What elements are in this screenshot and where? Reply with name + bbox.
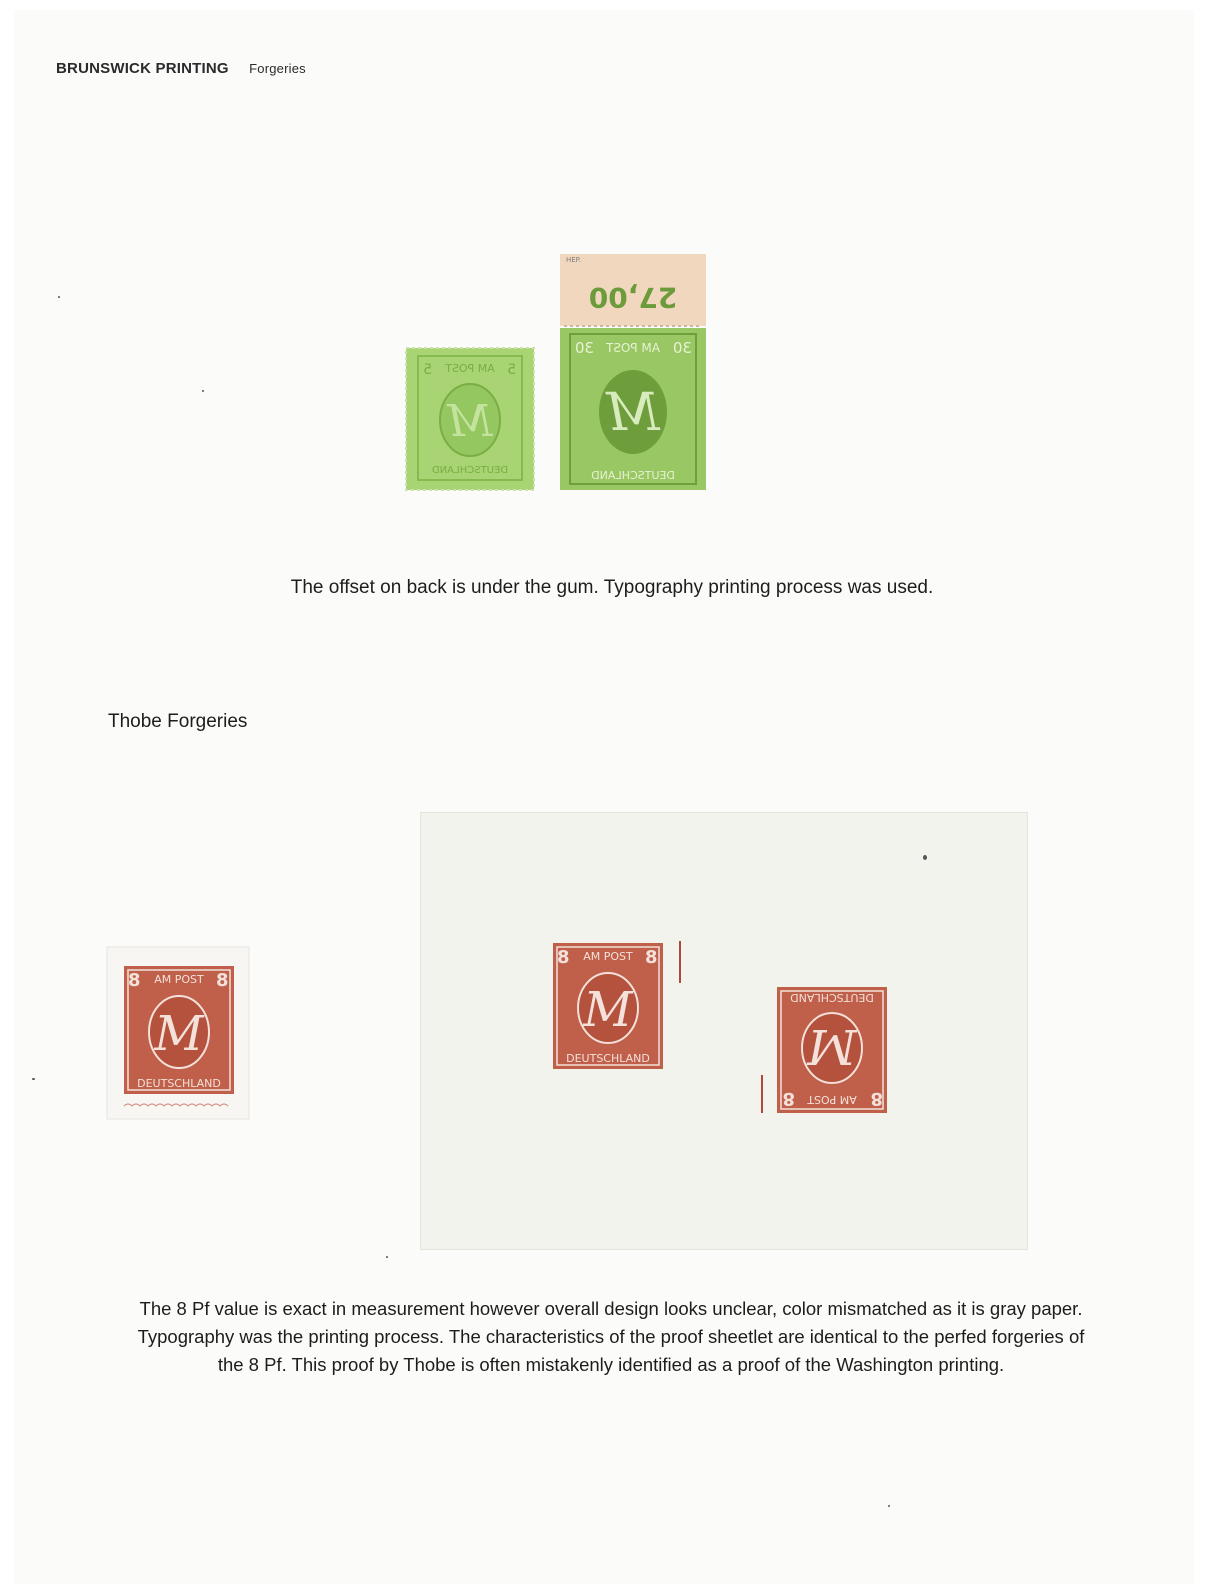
svg-text:M: M	[154, 1006, 204, 1062]
svg-text:8: 8	[557, 947, 570, 968]
svg-text:AM POST: AM POST	[445, 362, 495, 375]
svg-text:8: 8	[870, 1088, 883, 1109]
svg-text:AM POST: AM POST	[605, 341, 661, 355]
speck	[923, 855, 927, 860]
svg-text:27,00: 27,00	[588, 281, 678, 314]
proof-rule-mark	[679, 941, 681, 983]
header-title: BRUNSWICK PRINTING	[56, 60, 229, 77]
svg-text:30: 30	[672, 339, 692, 357]
proof-stamp-upright	[553, 943, 663, 1069]
svg-text:30: 30	[574, 339, 594, 357]
paragraph-line-3: the 8 Pf. This proof by Thobe is often mistakenly identified as a proof of the Washington printing.	[217, 1354, 1005, 1375]
proof-rule-mark-2	[761, 1075, 763, 1113]
speck	[58, 296, 60, 298]
svg-text:DEUTSCHLAND: DEUTSCHLAND	[431, 465, 509, 476]
svg-text:8: 8	[128, 970, 141, 991]
speck	[386, 1256, 388, 1258]
svg-text:5: 5	[507, 362, 516, 378]
svg-text:M: M	[583, 982, 633, 1038]
paragraph-line-1: The 8 Pf value is exact in measurement however overall design looks unclear, color mismatched as it is gray paper.	[139, 1298, 1083, 1319]
svg-text:AM POST: AM POST	[154, 973, 204, 986]
offset-caption: The offset on back is under the gum. Typography printing process was used.	[290, 577, 934, 598]
svg-text:M: M	[807, 1018, 857, 1074]
stamp-8pf-perfed	[106, 946, 250, 1120]
speck	[202, 390, 204, 392]
stamp-5pf-offset	[404, 346, 536, 492]
svg-text:8: 8	[645, 947, 658, 968]
speck	[32, 1078, 35, 1080]
svg-text:8: 8	[782, 1088, 795, 1109]
speck	[888, 1505, 890, 1507]
svg-text:M: M	[447, 396, 493, 447]
description-paragraph	[36, 1295, 1186, 1379]
svg-text:HEP.: HEP.	[566, 256, 582, 264]
svg-text:AM POST: AM POST	[583, 950, 633, 963]
page-header	[56, 60, 306, 77]
proof-sheetlet	[420, 812, 1028, 1250]
svg-text:DEUTSCHLAND: DEUTSCHLAND	[137, 1077, 221, 1090]
paragraph-line-2: Typography was the printing process. The characteristics of the proof sheetlet are identical to the perfed forgeries of	[137, 1326, 1085, 1347]
svg-text:DEUTSCHLAND: DEUTSCHLAND	[591, 469, 675, 482]
svg-text:DEUTSCHLAND: DEUTSCHLAND	[790, 991, 874, 1004]
stamp-30pf-offset	[558, 252, 708, 492]
svg-text:DEUTSCHLAND: DEUTSCHLAND	[566, 1052, 650, 1065]
section-title: Thobe Forgeries	[108, 711, 248, 732]
svg-text:5: 5	[423, 362, 432, 378]
svg-text:M: M	[606, 383, 660, 443]
proof-stamp-inverted	[777, 987, 887, 1113]
svg-text:8: 8	[216, 970, 229, 991]
svg-text:AM POST: AM POST	[807, 1093, 857, 1106]
header-subtitle: Forgeries	[249, 61, 306, 76]
